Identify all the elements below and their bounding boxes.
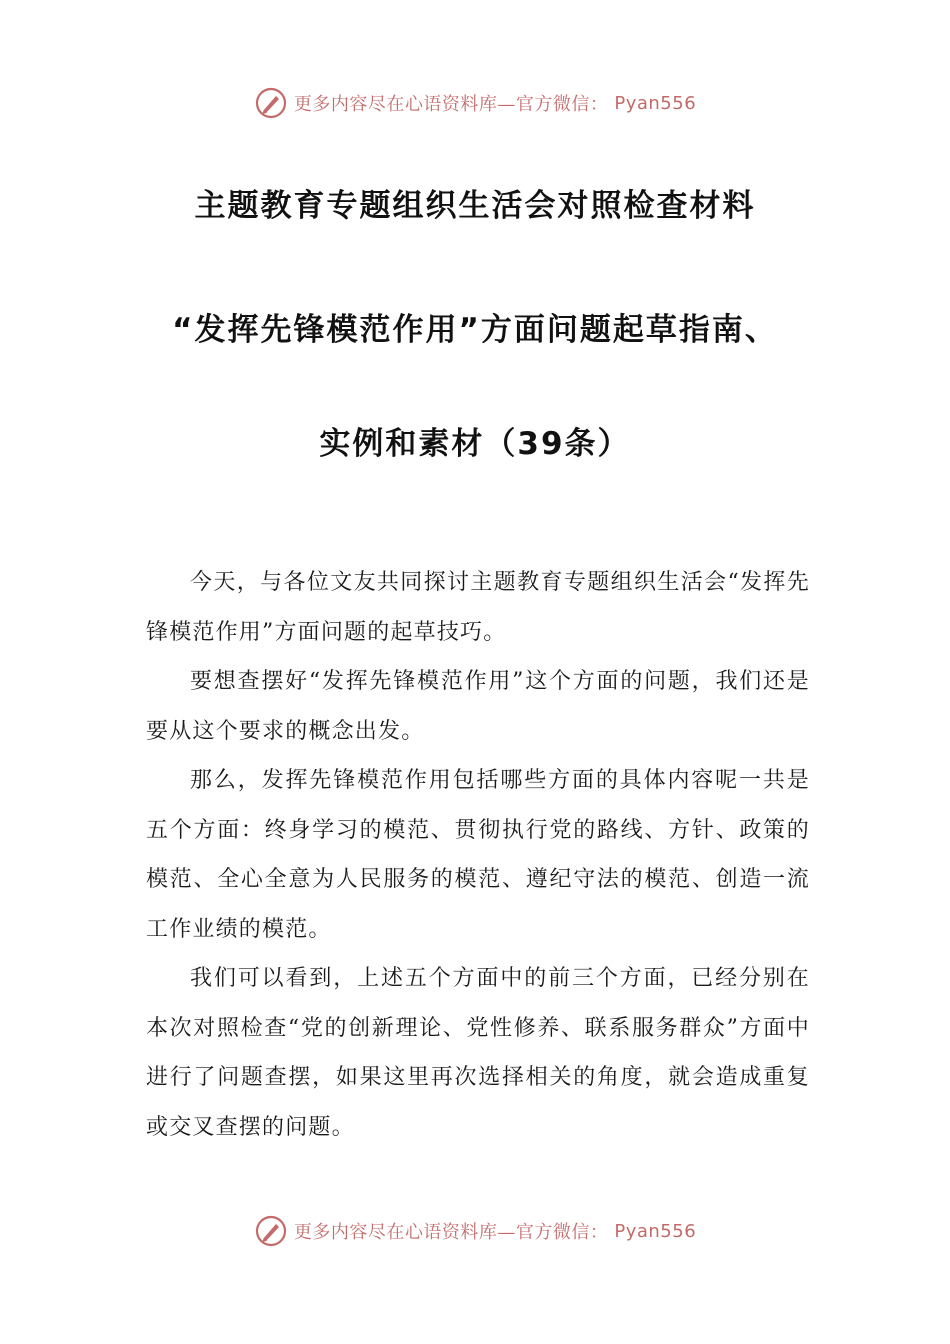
document-body [146, 558, 810, 1152]
watermark-handle: Pyan556 [614, 92, 697, 114]
paragraph-4: 我们可以看到，上述五个方面中的前三个方面，已经分别在本次对照检查“党的创新理论、党性修养、联系服务群众”方面中进行了问题查摆，如果这里再次选择相关的角度，就会造成重复或交叉查摆的问题。 [146, 966, 810, 1140]
paragraph-1: 今天，与各位文友共同探讨主题教育专题组织生活会“发挥先锋模范作用”方面问题的起草技巧。 [146, 570, 810, 645]
document-title-line-2: “发挥先锋模范作用”方面问题起草指南、 [172, 312, 778, 348]
header-watermark [0, 86, 950, 120]
document-title-line-3: 实例和素材（39条） [319, 426, 631, 462]
pen-logo-icon [254, 86, 288, 120]
paragraph-2: 要想查摆好“发挥先锋模范作用”这个方面的问题，我们还是要从这个要求的概念出发。 [146, 669, 810, 744]
pen-logo-icon [254, 1214, 288, 1248]
paragraph-3: 那么，发挥先锋模范作用包括哪些方面的具体内容呢一共是五个方面：终身学习的模范、贯彻执行党的路线、方针、政策的模范、全心全意为人民服务的模范、遵纪守法的模范、创造一流工作业绩的模范。 [146, 768, 810, 942]
watermark-text: 更多内容尽在心语资料库—官方微信： [293, 94, 609, 115]
watermark-text: 更多内容尽在心语资料库—官方微信： [293, 1222, 609, 1243]
footer-watermark [0, 1214, 950, 1248]
document-title-line-1: 主题教育专题组织生活会对照检查材料 [194, 188, 756, 224]
watermark-handle: Pyan556 [614, 1220, 697, 1242]
